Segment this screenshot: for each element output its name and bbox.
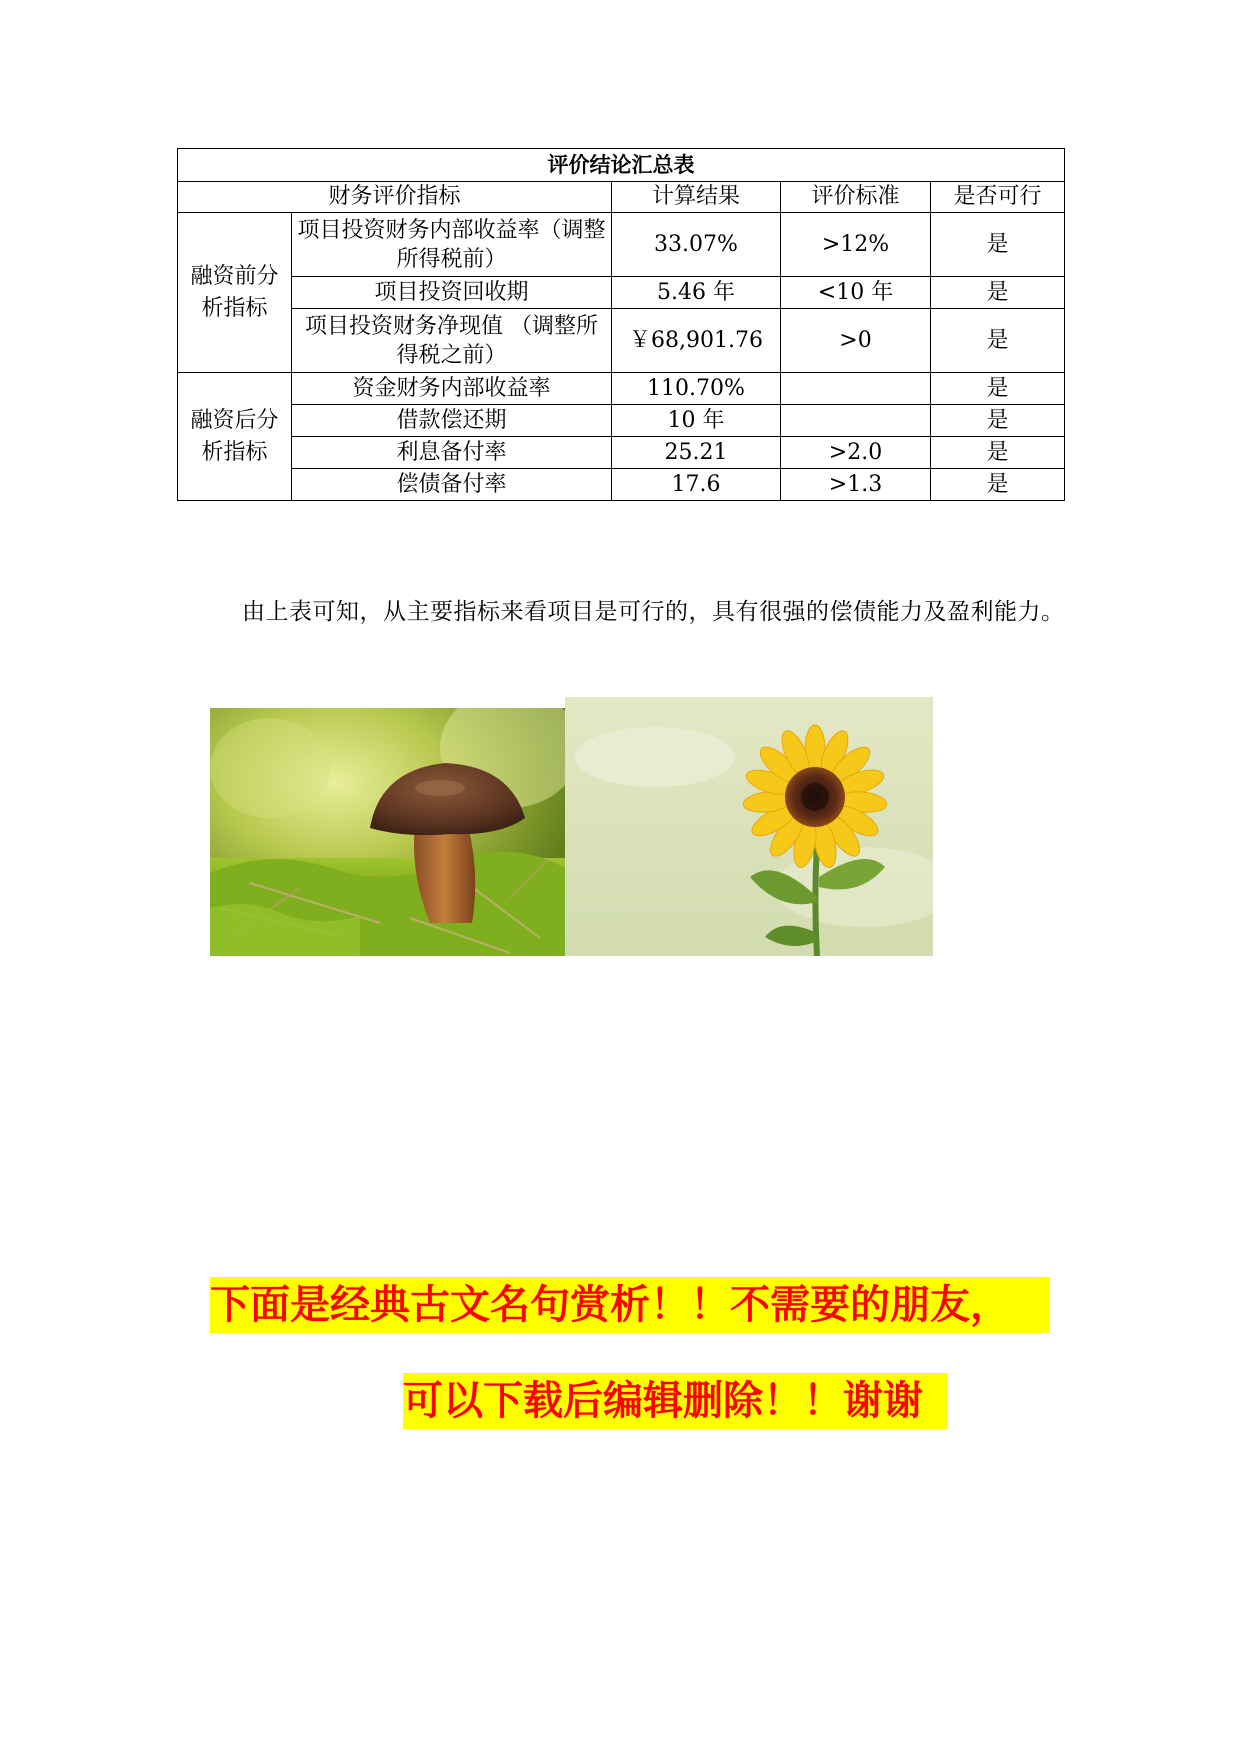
mushroom-photo bbox=[210, 708, 565, 956]
feasible-cell: 是 bbox=[931, 213, 1065, 277]
standard-cell bbox=[781, 373, 931, 405]
table-row bbox=[178, 469, 1065, 501]
feasible-cell: 是 bbox=[931, 277, 1065, 309]
standard-cell: >2.0 bbox=[781, 437, 931, 469]
feasible-cell: 是 bbox=[931, 469, 1065, 501]
header-indicator: 财务评价指标 bbox=[178, 182, 612, 213]
result-cell: ￥68,901.76 bbox=[612, 309, 781, 373]
indicator-cell: 偿债备付率 bbox=[292, 469, 612, 501]
indicator-cell: 资金财务内部收益率 bbox=[292, 373, 612, 405]
evaluation-summary-table bbox=[177, 148, 1065, 501]
standard-cell bbox=[781, 405, 931, 437]
table-row bbox=[178, 405, 1065, 437]
group-label-pre-financing: 融资前分析指标 bbox=[178, 213, 292, 373]
standard-cell: >1.3 bbox=[781, 469, 931, 501]
indicator-cell: 项目投资回收期 bbox=[292, 277, 612, 309]
table-row bbox=[178, 309, 1065, 373]
feasible-cell: 是 bbox=[931, 437, 1065, 469]
indicator-cell: 项目投资财务净现值 （调整所得税之前） bbox=[292, 309, 612, 373]
feasible-cell: 是 bbox=[931, 373, 1065, 405]
header-result: 计算结果 bbox=[612, 182, 781, 213]
result-cell: 110.70% bbox=[612, 373, 781, 405]
feasible-cell: 是 bbox=[931, 309, 1065, 373]
feasible-cell: 是 bbox=[931, 405, 1065, 437]
table-row bbox=[178, 437, 1065, 469]
indicator-cell: 借款偿还期 bbox=[292, 405, 612, 437]
standard-cell: >12% bbox=[781, 213, 931, 277]
notice-line-2: 可以下载后编辑删除！！谢谢 bbox=[403, 1373, 948, 1429]
result-cell: 10 年 bbox=[612, 405, 781, 437]
group-label-post-financing: 融资后分析指标 bbox=[178, 373, 292, 501]
indicator-cell: 项目投资财务内部收益率（调整所得税前） bbox=[292, 213, 612, 277]
conclusion-paragraph: 由上表可知，从主要指标来看项目是可行的，具有很强的偿债能力及盈利能力。 bbox=[242, 599, 1065, 625]
indicator-cell: 利息备付率 bbox=[292, 437, 612, 469]
header-feasible: 是否可行 bbox=[931, 182, 1065, 213]
table-row bbox=[178, 277, 1065, 309]
result-cell: 25.21 bbox=[612, 437, 781, 469]
standard-cell: >0 bbox=[781, 309, 931, 373]
table-row bbox=[178, 213, 1065, 277]
sunflower-photo bbox=[565, 697, 933, 956]
notice-line-1: 下面是经典古文名句赏析！！不需要的朋友， bbox=[210, 1277, 1050, 1333]
header-standard: 评价标准 bbox=[781, 182, 931, 213]
result-cell: 17.6 bbox=[612, 469, 781, 501]
table-row bbox=[178, 373, 1065, 405]
standard-cell: <10 年 bbox=[781, 277, 931, 309]
result-cell: 5.46 年 bbox=[612, 277, 781, 309]
result-cell: 33.07% bbox=[612, 213, 781, 277]
table-title: 评价结论汇总表 bbox=[178, 149, 1065, 182]
